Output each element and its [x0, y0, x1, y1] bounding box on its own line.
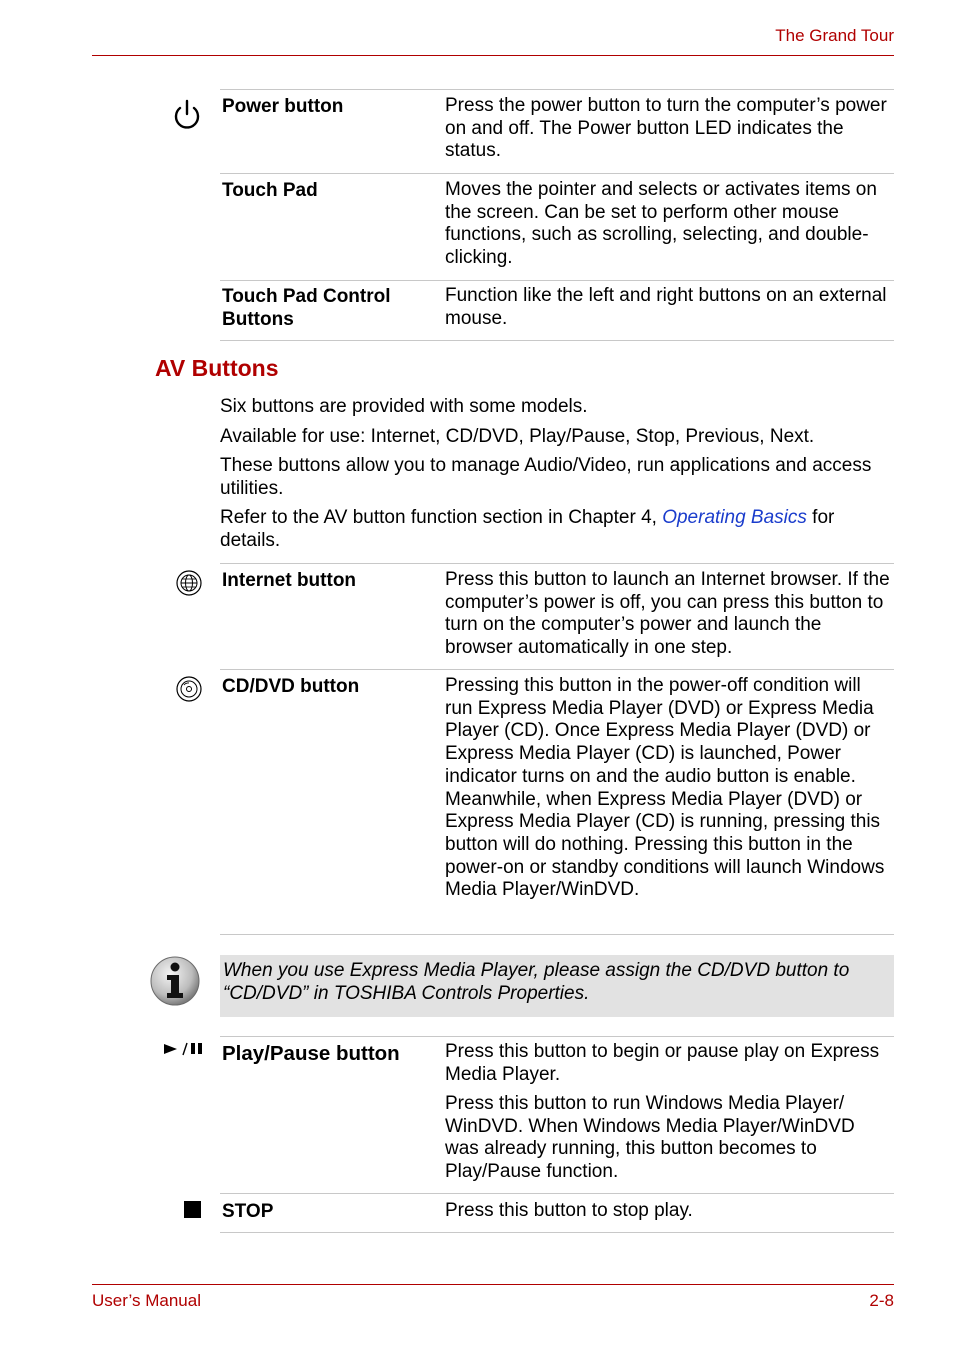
- desc-internet-button: Press this button to launch an Internet browser. If the computer’s power is off, you can press this button to turn on the computer’s power and launch the browser automatically in one step.: [445, 569, 890, 659]
- term-touch-pad-control-buttons: Touch Pad Control Buttons: [222, 286, 391, 330]
- paragraph: Six buttons are provided with some models.: [220, 396, 588, 417]
- footer-page-number: 2-8: [869, 1291, 894, 1310]
- globe-icon: [175, 569, 203, 597]
- power-icon: [171, 98, 203, 132]
- info-icon: [150, 955, 200, 1007]
- section-heading: AV Buttons: [155, 355, 279, 381]
- stop-icon: [184, 1201, 202, 1219]
- refer-text: Refer to the AV button function section in Chapter 4,: [220, 507, 663, 528]
- header-divider: [92, 55, 894, 56]
- table-rule: [220, 89, 894, 90]
- desc-play-pause-button-1: Press this button to begin or pause play on Express Media Player.: [445, 1041, 880, 1085]
- table-rule: [220, 1036, 894, 1037]
- desc-stop: Press this button to stop play.: [445, 1200, 693, 1221]
- term-internet-button: Internet button: [222, 570, 357, 591]
- term-cd-dvd-button: CD/DVD button: [222, 676, 360, 697]
- desc-play-pause-button-2: Press this button to run Windows Media Player/ WinDVD. When Windows Media Player/WinDVD was already running, this button becomes to Play/Pause function.: [445, 1093, 855, 1183]
- paragraph: Available for use: Internet, CD/DVD, Play/Pause, Stop, Previous, Next.: [220, 426, 815, 447]
- table-rule: [220, 563, 894, 564]
- table-rule: [220, 173, 894, 174]
- desc-cd-dvd-button: Pressing this button in the power-off condition will run Express Media Player (DVD) or Express Media Player (CD). Once Express Media Player (DVD) or Express Media Player (CD) is launched, Power indicator turns on and the audio button is enable. Meanwhile, when Express Media Player (DVD) or Express Media Player (CD) is running, pressing this button will do nothing. Pressing this button in the power-on or standby conditions will launch Windows Media Player/WinDVD.: [445, 675, 885, 901]
- paragraph-refer: [220, 506, 892, 552]
- desc-touch-pad: Moves the pointer and selects or activates items on the screen. Can be set to perform other mouse functions, such as scrolling, selecting, and double-clicking.: [445, 179, 877, 269]
- term-power-button: Power button: [222, 96, 344, 117]
- table-rule: [220, 1232, 894, 1233]
- disc-icon: [175, 675, 203, 703]
- table-rule: [220, 934, 894, 935]
- note-text: When you use Express Media Player, please assign the CD/DVD button to “CD/DVD” in TOSHIBA Controls Properties.: [223, 960, 850, 1004]
- table-rule: [220, 1193, 894, 1194]
- operating-basics-link[interactable]: Operating Basics: [662, 507, 807, 528]
- table-rule: [220, 669, 894, 670]
- table-rule: [220, 280, 894, 281]
- desc-touch-pad-control-buttons: Function like the left and right buttons on an external mouse.: [445, 285, 887, 329]
- term-stop: STOP: [222, 1201, 274, 1222]
- term-play-pause-button: Play/Pause button: [222, 1042, 400, 1065]
- refer-text-end: for details.: [220, 507, 835, 551]
- table-rule: [220, 340, 894, 341]
- term-touch-pad: Touch Pad: [222, 180, 318, 201]
- footer-manual-title: User’s Manual: [92, 1291, 201, 1310]
- desc-power-button: Press the power button to turn the computer’s power on and off. The Power button LED indicates the status.: [445, 95, 887, 162]
- page-header-title: The Grand Tour: [775, 26, 894, 45]
- footer-divider: [92, 1284, 894, 1285]
- paragraph: These buttons allow you to manage Audio/Video, run applications and access utilities.: [220, 455, 872, 499]
- play-pause-icon: [163, 1041, 205, 1057]
